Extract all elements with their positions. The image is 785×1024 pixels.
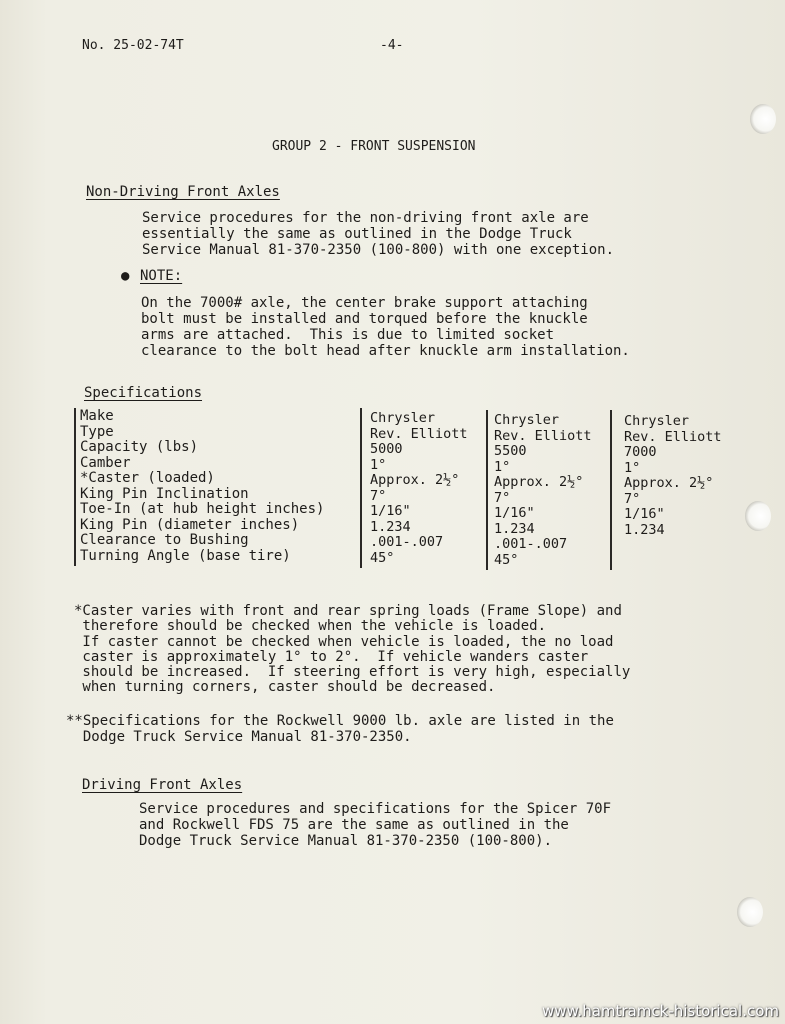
binder-hole-top bbox=[750, 104, 776, 134]
caster-footnote: *Caster varies with front and rear spring loads (Frame Slope) and therefore should be checked when the vehicle is loaded. If caster cannot be checked when vehicle is loaded, the no load caster is approximately 1° to 2°. If vehicle wanders caster should be increased. If steering effort is very high, especially when turning corners, caster should be decreased. bbox=[74, 603, 631, 696]
note-paragraph: On the 7000# axle, the center brake support attaching bolt must be installed and torqued before the knuckle arms are attached. This is due to limited socket clearance to the bolt head after knuckle arm installation. bbox=[141, 295, 630, 359]
bullet-dot: ● bbox=[121, 268, 130, 284]
watermark: www.hamtramck-historical.com bbox=[542, 1002, 779, 1020]
binder-hole-bottom bbox=[737, 897, 763, 927]
table-rule-left bbox=[74, 408, 76, 566]
driving-heading: Driving Front Axles bbox=[82, 777, 243, 793]
non-driving-paragraph: Service procedures for the non-driving front axle are essentially the same as outlined in the Dodge Truck Service Manual 81-370-2350 (100-800) with one exception. bbox=[142, 210, 615, 258]
table-rule-col3 bbox=[610, 410, 612, 570]
spec-row-labels: Make Type Capacity (lbs) Camber *Caster (loaded) King Pin Inclination Toe-In (at hub height inches) King Pin (diameter inches) Clearance to Bushing Turning Angle (base tire) bbox=[80, 408, 325, 564]
specifications-heading: Specifications bbox=[84, 385, 203, 401]
non-driving-heading: Non-Driving Front Axles bbox=[86, 184, 280, 200]
section-title: GROUP 2 - FRONT SUSPENSION bbox=[272, 139, 476, 154]
table-rule-col1 bbox=[360, 408, 362, 568]
spec-column-5500: Chrysler Rev. Elliott 5500 1° Approx. 2½° 7° 1/16" 1.234 .001-.007 45° bbox=[494, 412, 592, 568]
page-number: -4- bbox=[380, 38, 404, 53]
spec-column-5000: Chrysler Rev. Elliott 5000 1° Approx. 2½° 7° 1/16" 1.234 .001-.007 45° bbox=[370, 410, 468, 566]
spec-column-7000: Chrysler Rev. Elliott 7000 1° Approx. 2½° 7° 1/16" 1.234 bbox=[624, 413, 722, 538]
document-number: No. 25-02-74T bbox=[82, 38, 184, 53]
table-rule-col2 bbox=[486, 410, 488, 570]
rockwell-footnote: **Specifications for the Rockwell 9000 lb. axle are listed in the Dodge Truck Service Manual 81-370-2350. bbox=[66, 713, 614, 745]
driving-paragraph: Service procedures and specifications for the Spicer 70F and Rockwell FDS 75 are the same as outlined in the Dodge Truck Service Manual 81-370-2350 (100-800). bbox=[139, 801, 612, 849]
note-label: NOTE: bbox=[140, 268, 183, 284]
binder-hole-middle bbox=[745, 501, 771, 531]
